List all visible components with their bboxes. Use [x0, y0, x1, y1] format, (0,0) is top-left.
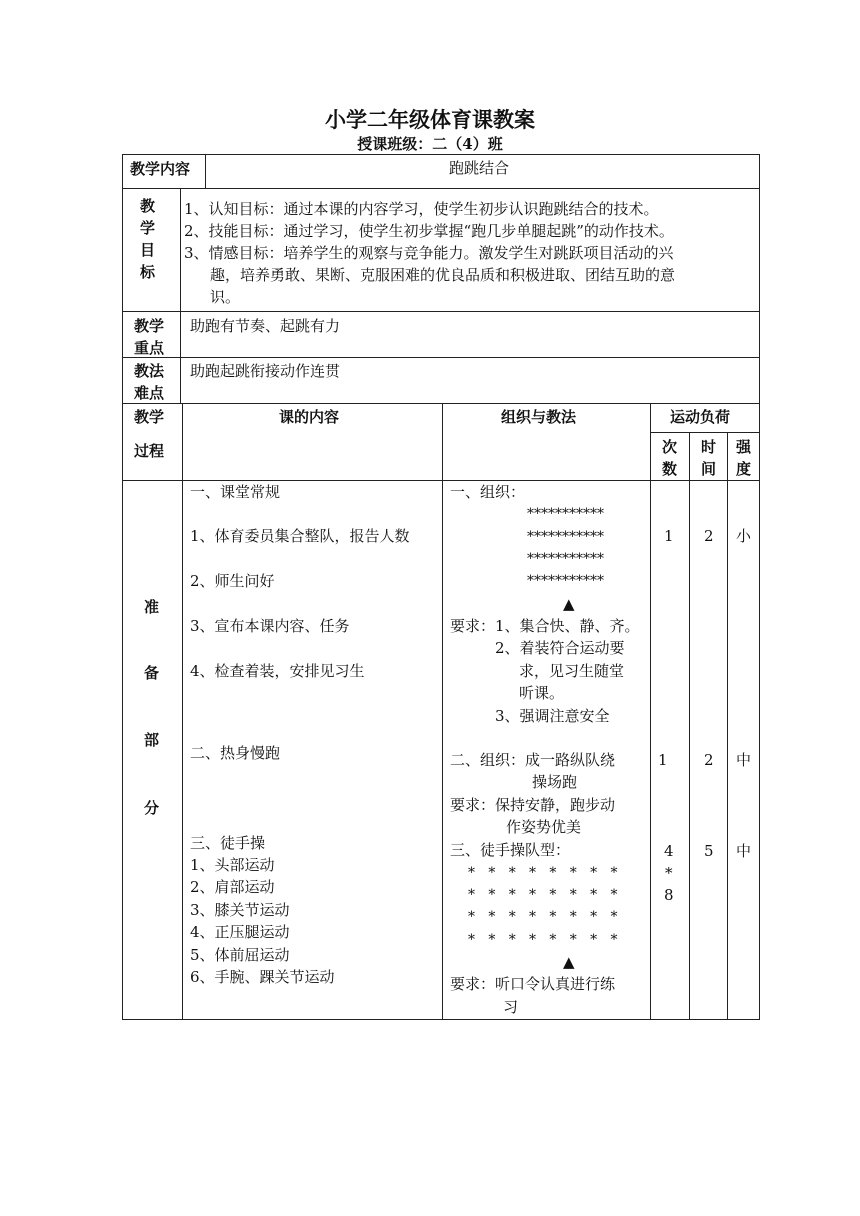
difficulty-value: 助跑起跳衔接动作连贯 — [190, 362, 341, 380]
difficulty-label-2: 难点 — [134, 384, 165, 402]
req-2-line-2: 作姿势优美 — [506, 818, 582, 836]
content-line: 4、正压腿运动 — [190, 923, 290, 941]
class-subtitle: 授课班级：二（4）班 — [357, 135, 503, 153]
goal-line-1: 1、认知目标：通过本课的内容学习，使学生初步认识跑跳结合的技术。 — [184, 200, 659, 218]
goals-label-2: 学 — [140, 219, 156, 237]
count-header-2: 数 — [662, 460, 678, 478]
content-line: 2、肩部运动 — [190, 878, 275, 896]
requirement-line: 要求：1、集合快、静、齐。 — [450, 617, 640, 635]
org-2-line-2: 操场跑 — [532, 773, 578, 791]
section-char-2: 备 — [144, 664, 160, 682]
process-label-1: 教学 — [134, 408, 165, 426]
requirement-line: 3、强调注意安全 — [495, 707, 610, 725]
content-line: 二、热身慢跑 — [190, 744, 281, 762]
count-header-1: 次 — [662, 438, 678, 456]
time-header-1: 时 — [701, 438, 717, 456]
formation-row: * * * * * * * * — [468, 932, 618, 948]
req-2-line-1: 要求：保持安静，跑步动 — [450, 796, 616, 814]
load-count-part: 4 — [664, 842, 674, 860]
requirement-line: 求，见习生随堂 — [519, 662, 625, 680]
formation-row: *********** — [527, 551, 604, 567]
formation-row: *********** — [527, 573, 604, 589]
teacher-marker-2: ▲ — [563, 953, 575, 971]
goal-line-4: 趣，培养勇敢、果断、克服困难的优良品质和积极进取、团结互助的意 — [210, 266, 676, 284]
formation-row: * * * * * * * * — [468, 909, 618, 925]
requirement-line: 听课。 — [519, 684, 565, 702]
load-count: 1 — [658, 751, 668, 769]
content-line: 5、体前屈运动 — [190, 946, 290, 964]
section-char-4: 分 — [144, 799, 160, 817]
key-point-label-2: 重点 — [134, 339, 165, 357]
process-label-2: 过程 — [134, 442, 165, 460]
formation-row: *********** — [527, 529, 604, 545]
load-intensity: 中 — [736, 842, 752, 860]
content-line: 4、检查着装，安排见习生 — [190, 662, 365, 680]
load-intensity: 中 — [736, 751, 752, 769]
intensity-header-1: 强 — [736, 438, 752, 456]
content-line: 1、头部运动 — [190, 856, 275, 874]
req-3-line-2: 习 — [503, 998, 519, 1016]
org-2-line-1: 二、组织：成一路纵队绕 — [450, 751, 616, 769]
goal-line-5: 识。 — [210, 288, 241, 306]
req-3-line-1: 要求：听口令认真进行练 — [450, 975, 616, 993]
org-3: 三、徒手操队型： — [450, 841, 571, 859]
goal-line-3: 3、情感目标：培养学生的观察与竞争能力。激发学生对跳跃项目活动的兴 — [184, 244, 674, 262]
goals-label-3: 目 — [140, 241, 156, 259]
org-1: 一、组织： — [450, 483, 526, 501]
load-header: 运动负荷 — [670, 408, 731, 426]
difficulty-label-1: 教法 — [134, 362, 165, 380]
content-line: 6、手腕、踝关节运动 — [190, 968, 335, 986]
formation-row: *********** — [527, 506, 604, 522]
formation-row: * * * * * * * * — [468, 887, 618, 903]
content-value: 跑跳结合 — [449, 159, 510, 177]
formation-row: * * * * * * * * — [468, 865, 618, 881]
section-char-1: 准 — [144, 598, 160, 616]
load-time: 5 — [704, 842, 714, 860]
key-point-label-1: 教学 — [134, 317, 165, 335]
load-count-part: * — [665, 864, 673, 882]
goals-label-4: 标 — [140, 263, 156, 281]
intensity-header-2: 度 — [736, 460, 752, 478]
content-line: 一、课堂常规 — [190, 483, 281, 501]
content-line: 3、膝关节运动 — [190, 901, 290, 919]
content-label: 教学内容 — [130, 160, 191, 178]
method-header: 组织与教法 — [501, 408, 577, 426]
content-line: 三、徒手操 — [190, 834, 266, 852]
page-title: 小学二年级体育课教案 — [325, 107, 535, 132]
load-count-part: 8 — [664, 886, 674, 904]
goals-label-1: 教 — [140, 197, 156, 215]
teacher-marker-1: ▲ — [563, 595, 575, 613]
load-time: 2 — [704, 751, 714, 769]
key-point-value: 助跑有节奏、起跳有力 — [190, 317, 341, 335]
content-line: 2、师生问好 — [190, 572, 275, 590]
content-line: 1、体育委员集合整队，报告人数 — [190, 527, 410, 545]
load-time: 2 — [704, 527, 714, 545]
goal-line-2: 2、技能目标：通过学习，使学生初步掌握“跑几步单腿起跳”的动作技术。 — [184, 222, 674, 240]
requirement-line: 2、着装符合运动要 — [495, 639, 625, 657]
load-count: 1 — [664, 527, 674, 545]
section-char-3: 部 — [144, 731, 160, 749]
content-header: 课的内容 — [279, 408, 340, 426]
time-header-2: 间 — [701, 460, 717, 478]
load-intensity: 小 — [736, 527, 752, 545]
content-line: 3、宣布本课内容、任务 — [190, 617, 350, 635]
